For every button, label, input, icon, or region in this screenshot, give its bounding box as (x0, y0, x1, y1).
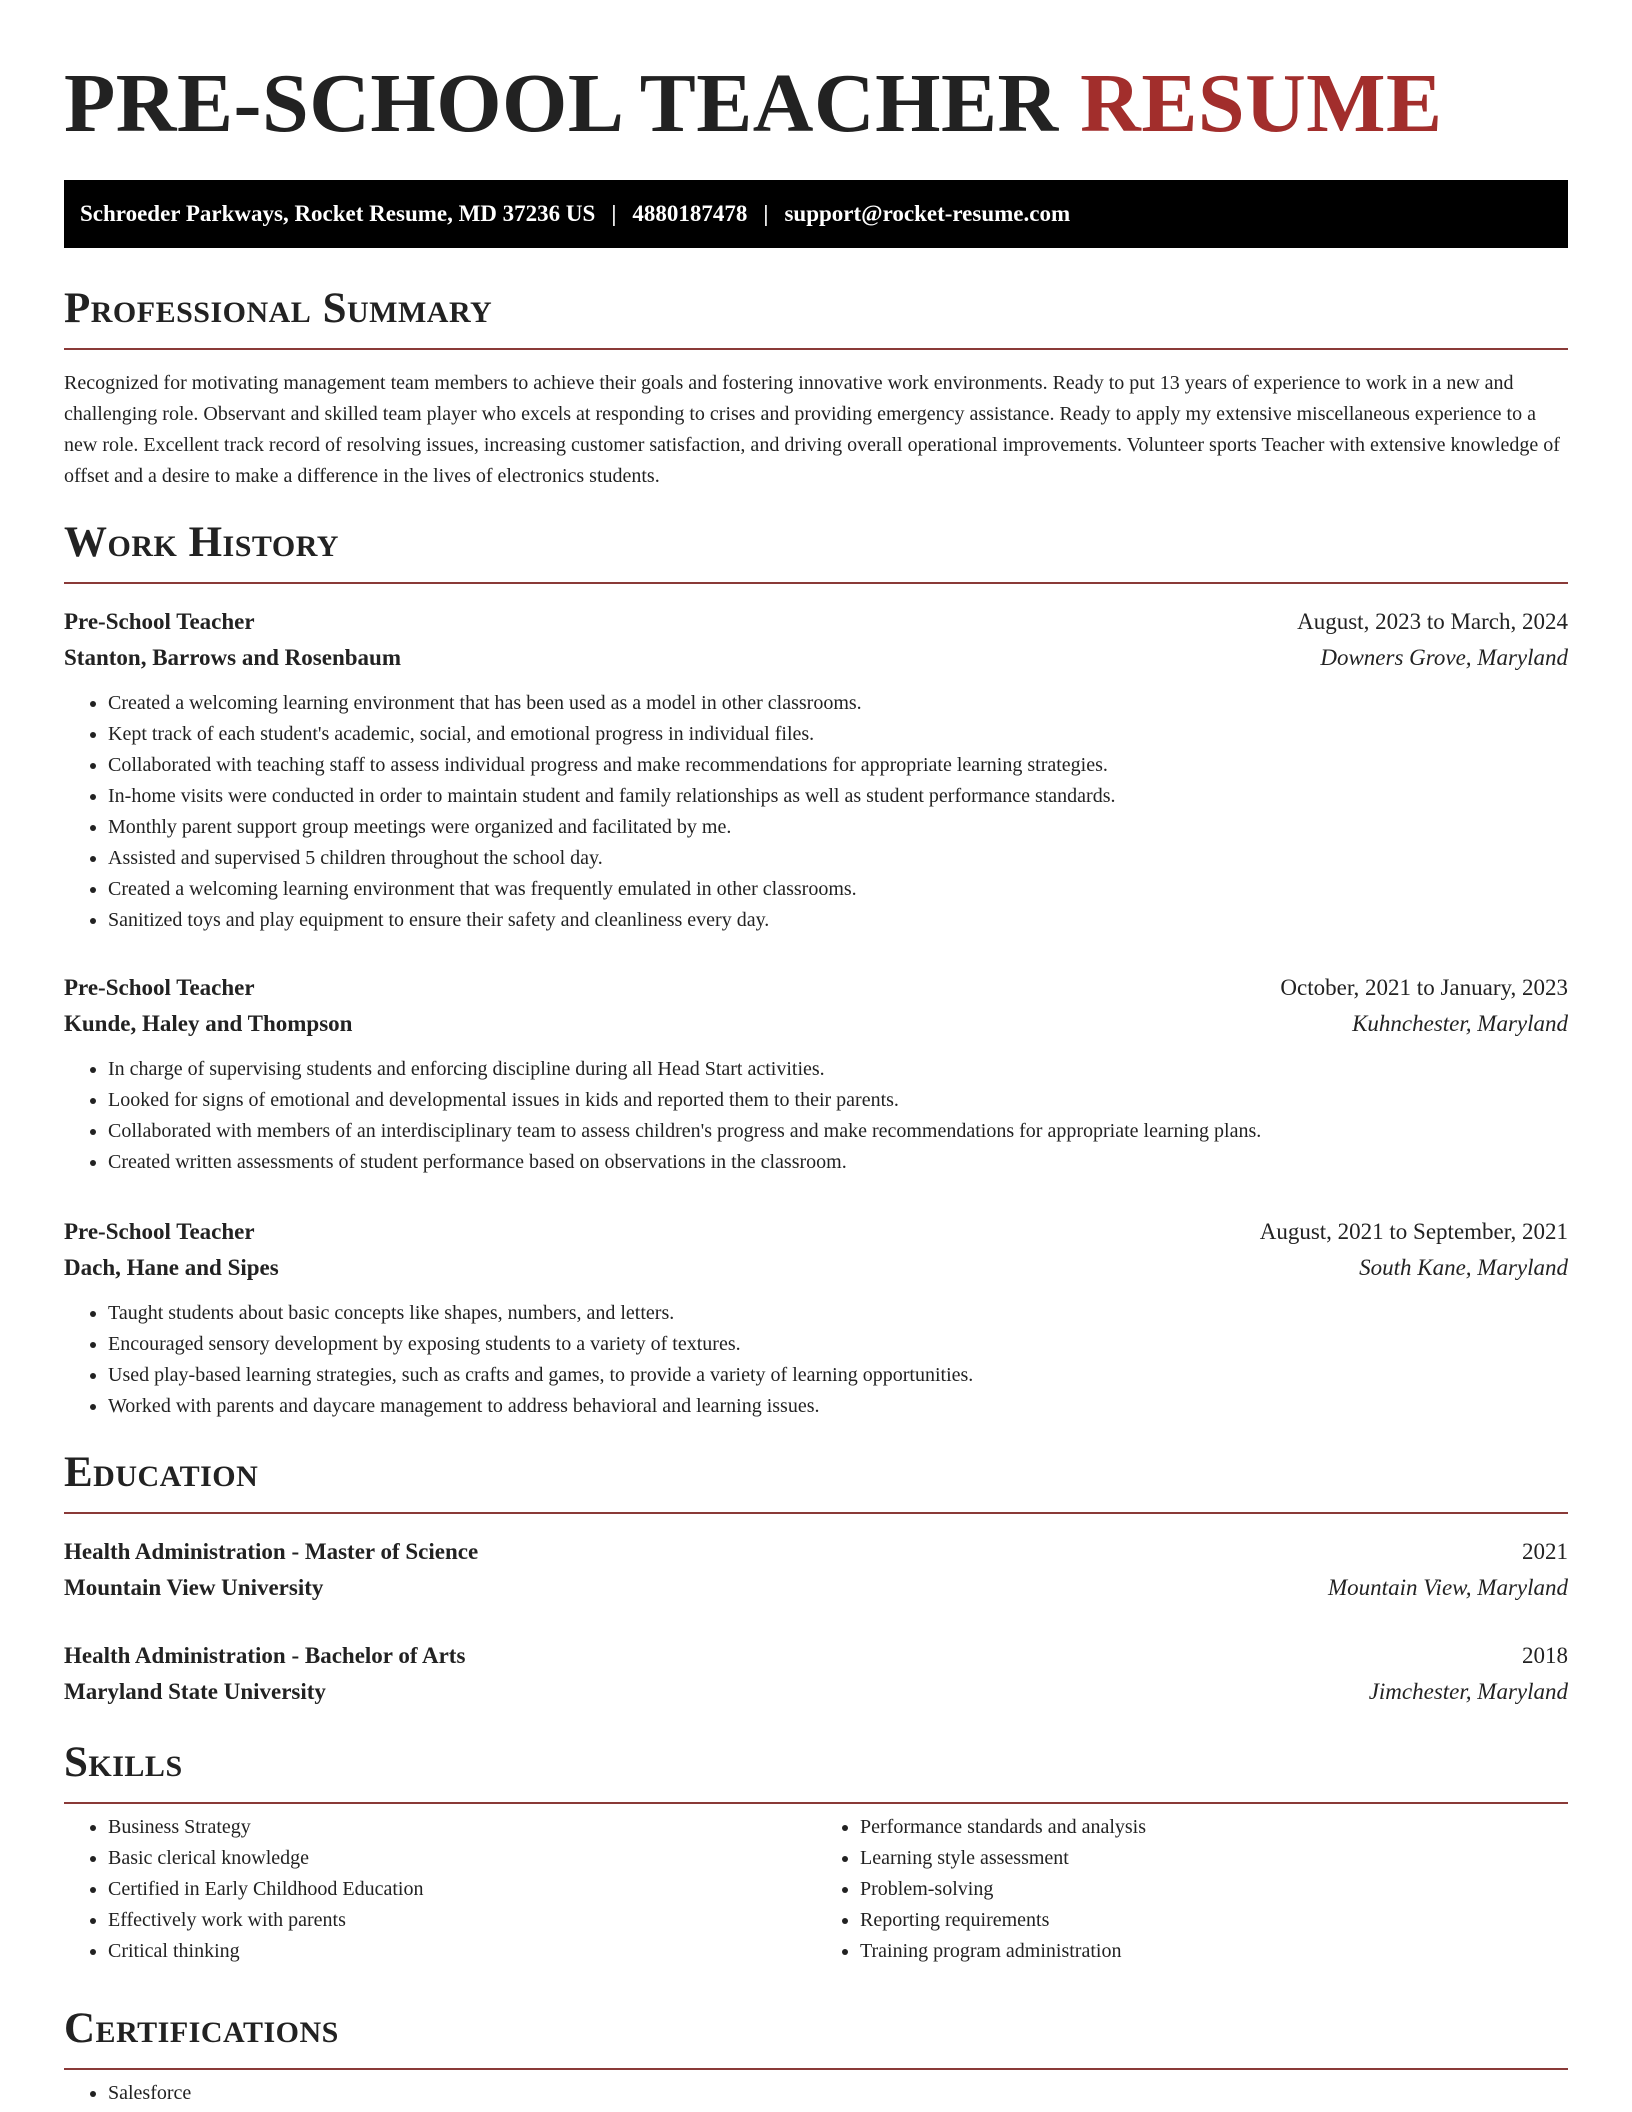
contact-separator: | (611, 201, 617, 226)
education-section (64, 1448, 1568, 1514)
resume-title (64, 0, 1568, 152)
title-main: PRE-SCHOOL TEACHER (64, 57, 1059, 150)
contact-email: support@rocket-resume.com (784, 201, 1071, 226)
skills-section (64, 1738, 1568, 1967)
education-year: 2018 (1522, 1643, 1568, 1668)
job-location: Downers Grove, Maryland (1320, 645, 1568, 670)
section-divider (64, 1802, 1568, 1804)
list-item: • Salesforce (108, 2078, 1568, 2109)
job-company-row (64, 1006, 1568, 1042)
certifications-section (64, 2004, 1568, 2109)
list-item: • Encouraged sensory development by exposing students to a variety of textures. (108, 1329, 1568, 1360)
section-divider (64, 348, 1568, 350)
job-dates: August, 2023 to March, 2024 (1297, 609, 1568, 634)
list-item: • Reporting requirements (860, 1905, 1568, 1936)
skills-column-left (64, 1812, 816, 1967)
list-item: • Collaborated with members of an interdisciplinary team to assess children's progress and make recommendations for appropriate learning plans. (108, 1116, 1568, 1147)
list-item: • Assisted and supervised 5 children throughout the school day. (108, 843, 1568, 874)
job-title: Pre-School Teacher (64, 975, 255, 1000)
education-school: Maryland State University (64, 1679, 326, 1704)
job-dates: August, 2021 to September, 2021 (1259, 1219, 1568, 1244)
education-degree-row (64, 1534, 1568, 1570)
job-entry (64, 604, 1568, 936)
list-item: • Looked for signs of emotional and developmental issues in kids and reported them to their parents. (108, 1085, 1568, 1116)
education-entry (64, 1534, 1568, 1606)
job-company-row (64, 1250, 1568, 1286)
summary-text: Recognized for motivating management team members to achieve their goals and fostering innovative work environments. Ready to put 13 years of experience to work in a new and challenging role. Observant and skilled team player who excels at responding to crises and providing emergency assistance. Ready to apply my extensive miscellaneous experience to a new role. Excellent track record of resolving issues, increasing customer satisfaction, and driving overall operational improvements. Volunteer sports Teacher with extensive knowledge of offset and a desire to make a difference in the lives of electronics students. (64, 372, 1560, 487)
list-item: • In charge of supervising students and enforcing discipline during all Head Start activities. (108, 1054, 1568, 1085)
education-entry (64, 1638, 1568, 1710)
job-company-row (64, 640, 1568, 676)
list-item: • Taught students about basic concepts like shapes, numbers, and letters. (108, 1298, 1568, 1329)
skills-column-right (816, 1812, 1568, 1967)
list-item: • Problem-solving (860, 1874, 1568, 1905)
education-school-row (64, 1674, 1568, 1710)
section-heading-summary: Professional Summary (64, 285, 493, 332)
section-divider (64, 1512, 1568, 1514)
list-item: • Effectively work with parents (108, 1905, 816, 1936)
title-accent: RESUME (1080, 57, 1443, 150)
list-item: • Learning style assessment (860, 1843, 1568, 1874)
list-item: • Basic clerical knowledge (108, 1843, 816, 1874)
education-location: Mountain View, Maryland (1328, 1575, 1568, 1600)
education-degree: Health Administration - Master of Science (64, 1539, 479, 1564)
job-company: Kunde, Haley and Thompson (64, 1011, 353, 1036)
job-dates: October, 2021 to January, 2023 (1280, 975, 1568, 1000)
section-divider (64, 582, 1568, 584)
job-header-row (64, 970, 1568, 1006)
job-title: Pre-School Teacher (64, 609, 255, 634)
list-item: • Created a welcoming learning environment that has been used as a model in other classrooms. (108, 688, 1568, 719)
list-item: • Created written assessments of student performance based on observations in the classroom. (108, 1147, 1568, 1178)
section-divider (64, 2068, 1568, 2070)
job-location: Kuhnchester, Maryland (1352, 1011, 1568, 1036)
list-item: • Certified in Early Childhood Education (108, 1874, 816, 1905)
job-bullets (64, 1054, 1568, 1178)
job-bullets (64, 1298, 1568, 1422)
education-degree-row (64, 1638, 1568, 1674)
list-item: • Created a welcoming learning environment that was frequently emulated in other classrooms. (108, 874, 1568, 905)
section-heading-education: Education (64, 1449, 259, 1496)
skills-grid (64, 1812, 1568, 1967)
education-school-row (64, 1570, 1568, 1606)
job-header-row (64, 604, 1568, 640)
contact-address: Schroeder Parkways, Rocket Resume, MD 37236 US (80, 201, 596, 226)
contact-phone: 4880187478 (632, 201, 748, 226)
list-item: • Business Strategy (108, 1812, 816, 1843)
job-entry (64, 970, 1568, 1178)
list-item: • Critical thinking (108, 1936, 816, 1967)
education-school: Mountain View University (64, 1575, 324, 1600)
summary-section (64, 284, 1568, 492)
list-item: • In-home visits were conducted in order to maintain student and family relationships as well as student performance standards. (108, 781, 1568, 812)
work-history-section (64, 518, 1568, 584)
job-bullets (64, 688, 1568, 936)
contact-separator: | (763, 201, 769, 226)
job-header-row (64, 1214, 1568, 1250)
job-entry (64, 1214, 1568, 1422)
job-title: Pre-School Teacher (64, 1219, 255, 1244)
section-heading-skills: Skills (64, 1739, 183, 1786)
list-item: • Performance standards and analysis (860, 1812, 1568, 1843)
list-item: • Monthly parent support group meetings were organized and facilitated by me. (108, 812, 1568, 843)
section-heading-certifications: Certifications (64, 2005, 339, 2052)
certifications-list (64, 2078, 1568, 2109)
job-company: Dach, Hane and Sipes (64, 1255, 279, 1280)
job-location: South Kane, Maryland (1359, 1255, 1568, 1280)
list-item: • Training program administration (860, 1936, 1568, 1967)
list-item: • Collaborated with teaching staff to assess individual progress and make recommendations for appropriate learning strategies. (108, 750, 1568, 781)
list-item: • Sanitized toys and play equipment to ensure their safety and cleanliness every day. (108, 905, 1568, 936)
list-item: • Used play-based learning strategies, such as crafts and games, to provide a variety of learning opportunities. (108, 1360, 1568, 1391)
job-company: Stanton, Barrows and Rosenbaum (64, 645, 401, 670)
education-year: 2021 (1522, 1539, 1568, 1564)
section-heading-work: Work History (64, 519, 339, 566)
list-item: • Worked with parents and daycare management to address behavioral and learning issues. (108, 1391, 1568, 1422)
list-item: • Kept track of each student's academic, social, and emotional progress in individual files. (108, 719, 1568, 750)
education-degree: Health Administration - Bachelor of Arts (64, 1643, 466, 1668)
education-location: Jimchester, Maryland (1368, 1679, 1568, 1704)
contact-bar (64, 180, 1568, 248)
